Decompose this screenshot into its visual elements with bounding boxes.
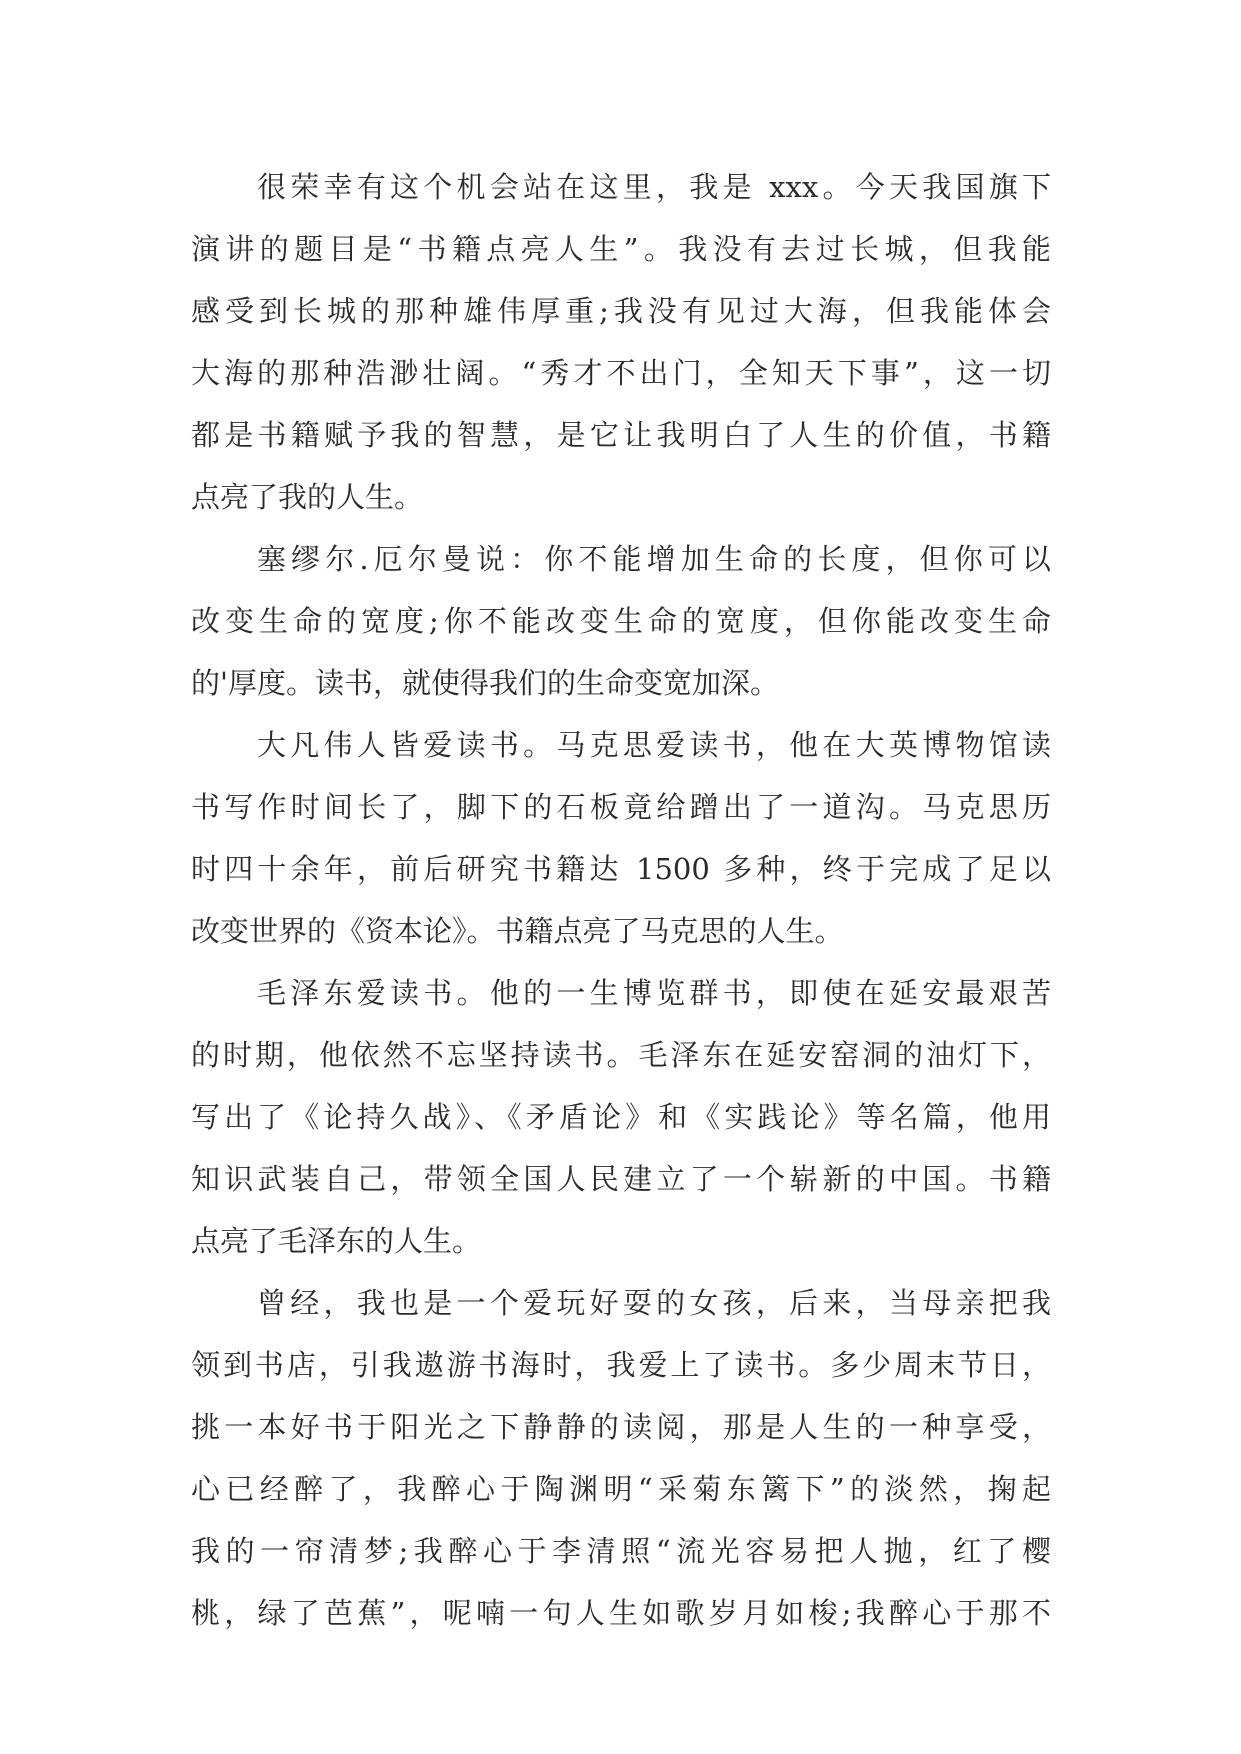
speech-text bbox=[191, 156, 1051, 1644]
text-line: 大海的那种浩渺壮阔。“秀才不出门，全知天下事”，这一切 bbox=[191, 356, 1051, 390]
text-line: 挑一本好书于阳光之下静静的读阅，那是人生的一种享受， bbox=[191, 1410, 1051, 1444]
text-line: 时四十余年，前后研究书籍达 1500 多种，终于完成了足以 bbox=[191, 852, 1051, 886]
text-line: 桃，绿了芭蕉”，呢喃一句人生如歌岁月如梭;我醉心于那不 bbox=[191, 1596, 1051, 1630]
paragraph-3 bbox=[191, 714, 1051, 962]
text-line: 点亮了毛泽东的人生。 bbox=[191, 1224, 482, 1258]
text-line: 领到书店，引我遨游书海时，我爱上了读书。多少周末节日， bbox=[191, 1348, 1051, 1382]
paragraph-5 bbox=[191, 1272, 1051, 1644]
text-line: 毛泽东爱读书。他的一生博览群书，即使在延安最艰苦 bbox=[257, 976, 1051, 1010]
paragraph-4 bbox=[191, 962, 1051, 1272]
text-line: 的时期，他依然不忘坚持读书。毛泽东在延安窑洞的油灯下， bbox=[191, 1038, 1051, 1072]
text-line: 很荣幸有这个机会站在这里，我是 xxx。今天我国旗下 bbox=[257, 170, 1051, 204]
text-line: 心已经醉了，我醉心于陶渊明“采菊东篱下”的淡然，掬起 bbox=[191, 1472, 1051, 1506]
text-line: 改变生命的宽度;你不能改变生命的宽度，但你能改变生命 bbox=[191, 604, 1051, 638]
text-line: 大凡伟人皆爱读书。马克思爱读书，他在大英博物馆读 bbox=[257, 728, 1051, 762]
text-line: 曾经，我也是一个爱玩好耍的女孩，后来，当母亲把我 bbox=[257, 1286, 1051, 1320]
text-line: 都是书籍赋予我的智慧，是它让我明白了人生的价值，书籍 bbox=[191, 418, 1051, 452]
text-line: 书写作时间长了，脚下的石板竟给蹭出了一道沟。马克思历 bbox=[191, 790, 1051, 824]
text-line: 的'厚度。读书，就使得我们的生命变宽加深。 bbox=[191, 666, 779, 700]
text-line: 点亮了我的人生。 bbox=[191, 480, 424, 514]
text-line: 知识武装自己，带领全国人民建立了一个崭新的中国。书籍 bbox=[191, 1162, 1051, 1196]
text-line: 写出了《论持久战》、《矛盾论》和《实践论》等名篇，他用 bbox=[191, 1100, 1051, 1134]
text-line: 我的一帘清梦;我醉心于李清照“流光容易把人抛，红了樱 bbox=[191, 1534, 1051, 1568]
text-line: 改变世界的《资本论》。书籍点亮了马克思的人生。 bbox=[191, 914, 844, 948]
text-line: 感受到长城的那种雄伟厚重;我没有见过大海，但我能体会 bbox=[191, 294, 1051, 328]
text-line: 演讲的题目是“书籍点亮人生”。我没有去过长城，但我能 bbox=[191, 232, 1051, 266]
text-line: 塞缪尔.厄尔曼说：你不能增加生命的长度，但你可以 bbox=[257, 542, 1051, 576]
paragraph-1 bbox=[191, 156, 1051, 528]
paragraph-2 bbox=[191, 528, 1051, 714]
